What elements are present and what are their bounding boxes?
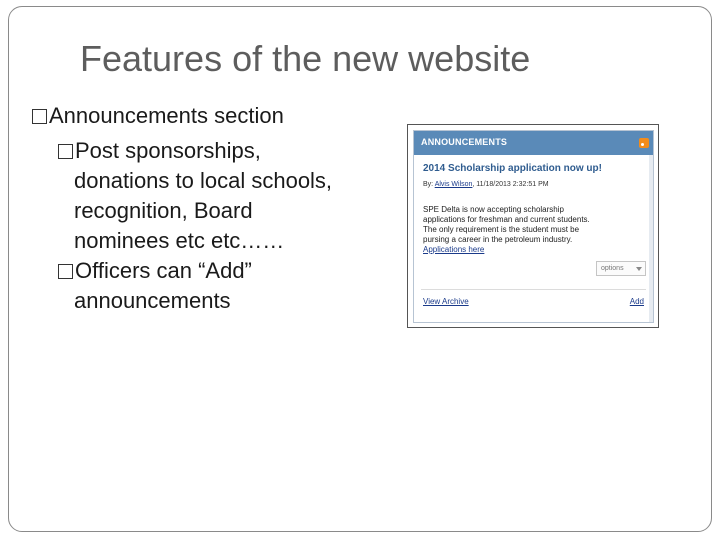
bullet-line: nominees etc etc…… <box>74 228 285 253</box>
by-label: By: <box>423 181 434 188</box>
checkbox-bullet-icon <box>32 109 47 124</box>
post-body-line: applications for freshman and current students. <box>423 215 590 224</box>
scrollbar[interactable] <box>649 155 653 322</box>
panel-header <box>414 131 653 155</box>
bullet-line: donations to local schools, <box>74 168 333 193</box>
panel-divider <box>421 289 646 290</box>
post-body-line: pursing a career in the petroleum industry. <box>423 235 573 244</box>
dropdown-caret-icon <box>636 267 642 271</box>
post-body-line: The only requirement is the student must be <box>423 225 580 234</box>
slide-title: Features of the new website <box>80 38 531 79</box>
checkbox-bullet-icon <box>58 144 73 159</box>
bullet-level1 <box>32 101 392 131</box>
options-dropdown[interactable] <box>596 261 646 276</box>
author-link[interactable]: Alvis Wilson <box>434 181 473 188</box>
post-title[interactable]: 2014 Scholarship application now up! <box>423 163 602 174</box>
applications-link[interactable]: Applications here <box>423 245 485 254</box>
announcements-panel <box>413 130 654 323</box>
rss-icon[interactable] <box>639 138 649 148</box>
bullet-level2-officers <box>58 256 378 316</box>
checkbox-bullet-icon <box>58 264 73 279</box>
bullet-line: announcements <box>74 288 231 313</box>
bullet-line: recognition, Board <box>74 198 253 223</box>
options-label: options <box>601 265 624 272</box>
bullet-line: Officers can “Add” <box>75 258 252 283</box>
panel-header-label: ANNOUNCEMENTS <box>421 137 508 147</box>
post-body-line: SPE Delta is now accepting scholarship <box>423 205 564 214</box>
view-archive-link[interactable]: View Archive <box>423 297 469 306</box>
post-timestamp: , 11/18/2013 2:32:51 PM <box>472 181 549 188</box>
screenshot-frame <box>407 124 659 328</box>
post-meta <box>423 181 549 188</box>
bullet-line: Post sponsorships, <box>75 138 261 163</box>
add-link[interactable]: Add <box>629 297 644 306</box>
post-body <box>423 205 645 255</box>
bullet-text: Announcements section <box>49 103 284 128</box>
bullet-level2-sponsorships <box>58 136 378 256</box>
